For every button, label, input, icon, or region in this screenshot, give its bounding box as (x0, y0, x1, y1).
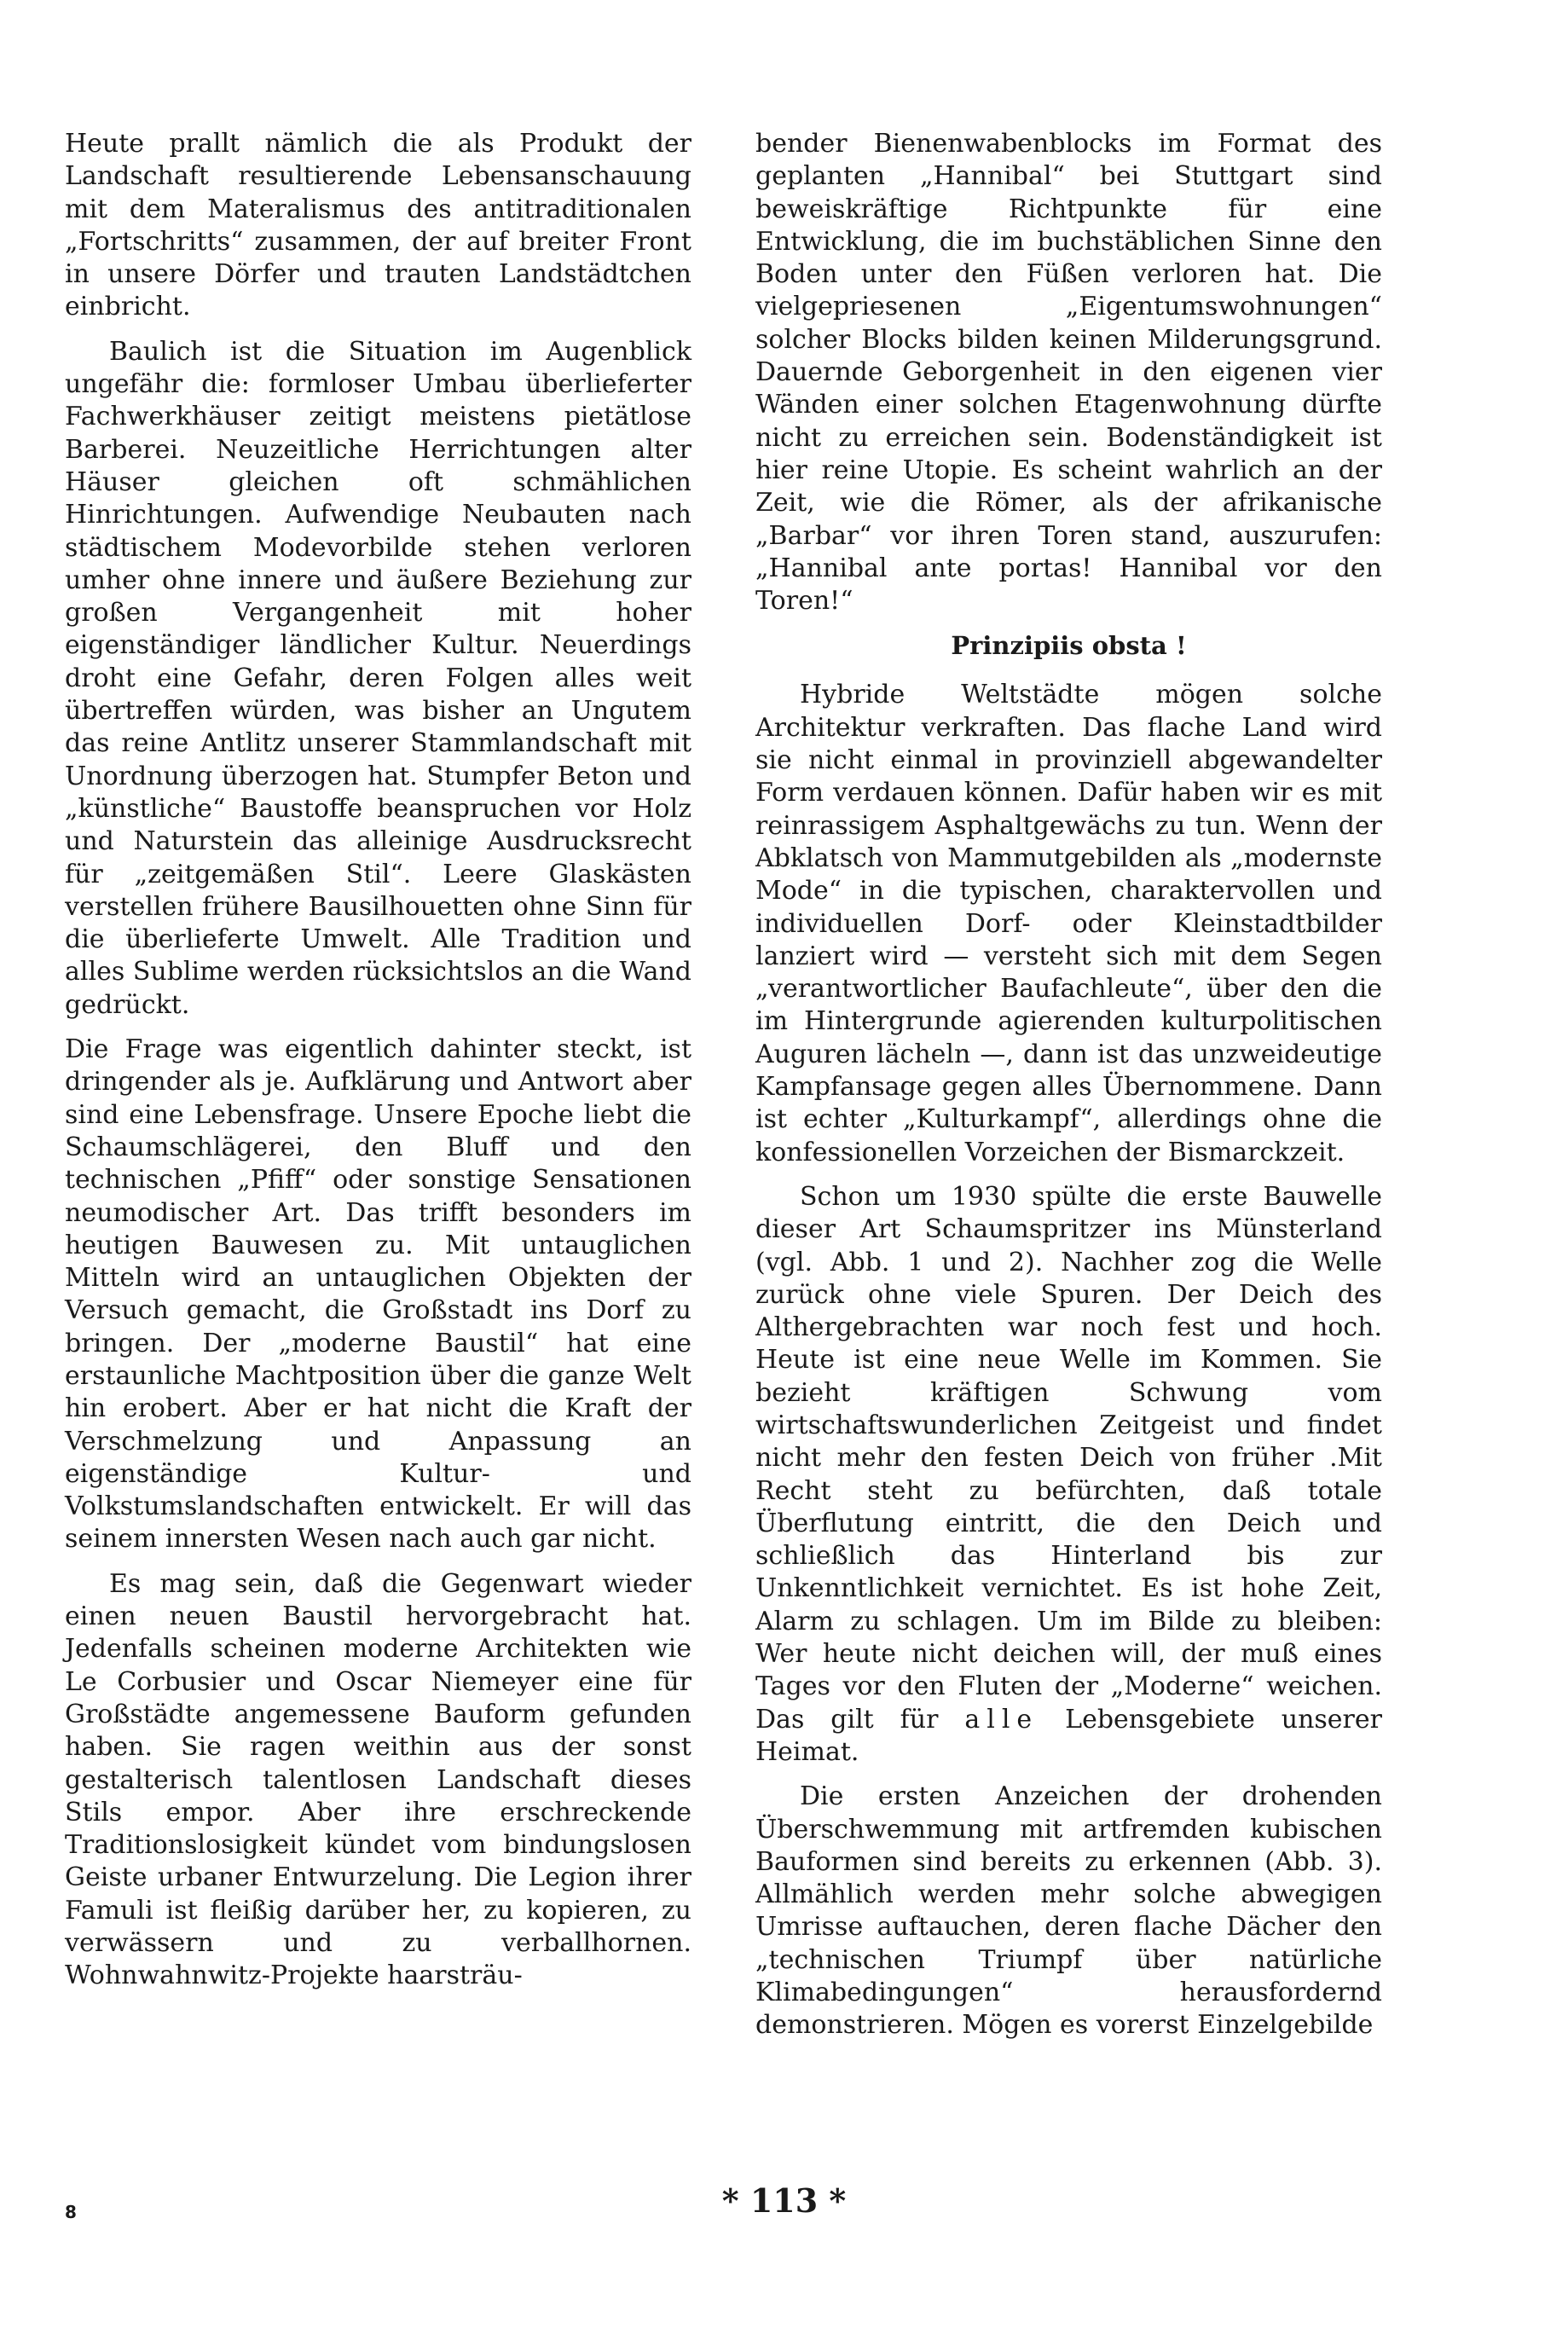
paragraph: Baulich ist die Situation im Augenblick ungefähr die: formloser Umbau überlieferter Fachwerkhäuser zeitigt meistens pietätlose Barberei. Neuzeitliche Herrichtungen alter Häuser gleichen oft schmählichen Hinrichtungen. Aufwendige Neubauten nach städtischem Modevorbilde stehen verloren umher ohne innere und äußere Beziehung zur großen Vergangenheit mit hoher eigenständiger ländlicher Kultur. Neuerdings droht eine Gefahr, deren Folgen alles weit übertreffen würden, was bisher an Ungutem das reine Antlitz unserer Stammlandschaft mit Unordnung überzogen hat. Stumpfer Beton und „künstliche“ Baustoffe beanspruchen vor Holz und Naturstein das alleinige Ausdrucksrecht für „zeitgemäßen Stil“. Leere Glaskästen verstellen frühere Bausilhouetten ohne Sinn für die überlieferte Umwelt. Alle Tradition und alles Sublime werden rücksichtslos an die Wand gedrückt. (65, 336, 691, 1020)
paragraph: Heute prallt nämlich die als Produkt der Landschaft resultierende Lebensanschauung mit dem Materalismus des antitraditionalen „Fortschritts“ zusammen, der auf breiter Front in unsere Dörfer und trauten Landstädtchen einbricht. (65, 129, 691, 322)
paragraph-text: Lebensgebiete unserer Heimat. (755, 1704, 1382, 1767)
sheet-number: 8 (65, 2202, 77, 2222)
paragraph (755, 1181, 1382, 1769)
right-column (755, 128, 1382, 2054)
spaced-word: alle (964, 1704, 1039, 1735)
section-heading: Prinzipiis obsta ! (951, 631, 1187, 661)
left-column (65, 128, 691, 2005)
paragraph: Es mag sein, daß die Gegenwart wieder einen neuen Baustil hervorgebracht hat. Jedenfalls scheinen moderne Architekten wie Le Corbusier und Oscar Niemeyer eine für Großstädte angemessene Bauform gefunden haben. Sie ragen weithin aus der sonst gestalterisch talentlosen Landschaft dieses Stils empor. Aber ihre erschreckende Traditionslosigkeit kündet vom bindungslosen Geiste urbaner Entwurzelung. Die Legion ihrer Famuli ist fleißig darüber her, zu kopieren, zu verwässern und zu verballhornen. Wohnwahnwitz-Projekte haarsträu- (65, 1568, 691, 1991)
paragraph: Hybride Weltstädte mögen solche Architektur verkraften. Das flache Land wird sie nicht einmal in provinziell abgewandelter Form verdauen können. Dafür haben wir es mit reinrassigem Asphaltgewächs zu tun. Wenn der Abklatsch von Mammutgebilden als „modernste Mode“ in die typischen, charaktervollen und individuellen Dorf- oder Kleinstadtbilder lanziert wird — versteht sich mit dem Segen „verantwortlicher Baufachleute“, über den die im Hintergrunde agierenden kulturpolitischen Auguren lächeln —, dann ist das unzweideutige Kampfansage gegen alles Übernommene. Dann ist echter „Kulturkampf“, allerdings ohne die konfessionellen Vorzeichen der Bismarckzeit. (755, 680, 1382, 1167)
paragraph-text: Schon um 1930 spülte die erste Bauwelle dieser Art Schaumspritzer ins Münsterland (vgl. Abb. 1 und 2). Nachher zog die Welle zurück ohne viele Spuren. Der Deich des Althergebrachten war noch fest und hoch. Heute ist eine neue Welle im Kommen. Sie bezieht kräftigen Schwung vom wirtschaftswunderlichen Zeitgeist und findet nicht mehr den festen Deich von früher .Mit Recht steht zu befürchten, daß totale Überflutung eintritt, die den Deich und schließlich das Hinterland bis zur Unkenntlichkeit vernichtet. Es ist hohe Zeit, Alarm zu schlagen. Um im Bilde zu bleiben: Wer heute nicht deichen will, der muß eines Tages vor den Fluten der „Moderne“ weichen. Das gilt für (755, 1181, 1382, 1735)
paragraph: bender Bienenwabenblocks im Format des geplanten „Hannibal“ bei Stuttgart sind beweiskräftige Richtpunkte für eine Entwicklung, die im buchstäblichen Sinne den Boden unter den Füßen verloren hat. Die vielgepriesenen „Eigentumswohnungen“ solcher Blocks bilden keinen Milderungsgrund. Dauernde Geborgenheit in den eigenen vier Wänden einer solchen Etagenwohnung dürfte nicht zu erreichen sein. Bodenständigkeit ist hier reine Utopie. Es scheint wahrlich an der Zeit, wie die Römer, als der afrikanische „Barbar“ vor ihren Toren stand, auszurufen: „Hannibal ante portas! Hannibal vor den Toren!“ (755, 129, 1382, 617)
paragraph: Die Frage was eigentlich dahinter steckt, ist dringender als je. Aufklärung und Antwort aber sind eine Lebensfrage. Unsere Epoche liebt die Schaumschlägerei, den Bluff und den technischen „Pfiff“ oder sonstige Sensationen neumodischer Art. Das trifft besonders im heutigen Bauwesen zu. Mit untauglichen Mitteln wird an untauglichen Objekten der Versuch gemacht, die Großstadt ins Dorf zu bringen. Der „moderne Baustil“ hat eine erstaunliche Machtposition über die ganze Welt hin erobert. Aber er hat nicht die Kraft der Verschmelzung und Anpassung an eigenständige Kultur- und Volkstumslandschaften entwickelt. Er will das seinem innersten Wesen nach auch gar nicht. (65, 1034, 691, 1555)
paragraph: Die ersten Anzeichen der drohenden Überschwemmung mit artfremden kubischen Bauformen sind bereits zu erkennen (Abb. 3). Allmählich werden mehr solche abwegigen Umrisse auftauchen, deren flache Dächer den „technischen Triumpf über natürliche Klimabedingungen“ herausfordernd demonstrieren. Mögen es vorerst Einzelgebilde (755, 1781, 1382, 2041)
page-number: * 113 * (721, 2181, 847, 2220)
